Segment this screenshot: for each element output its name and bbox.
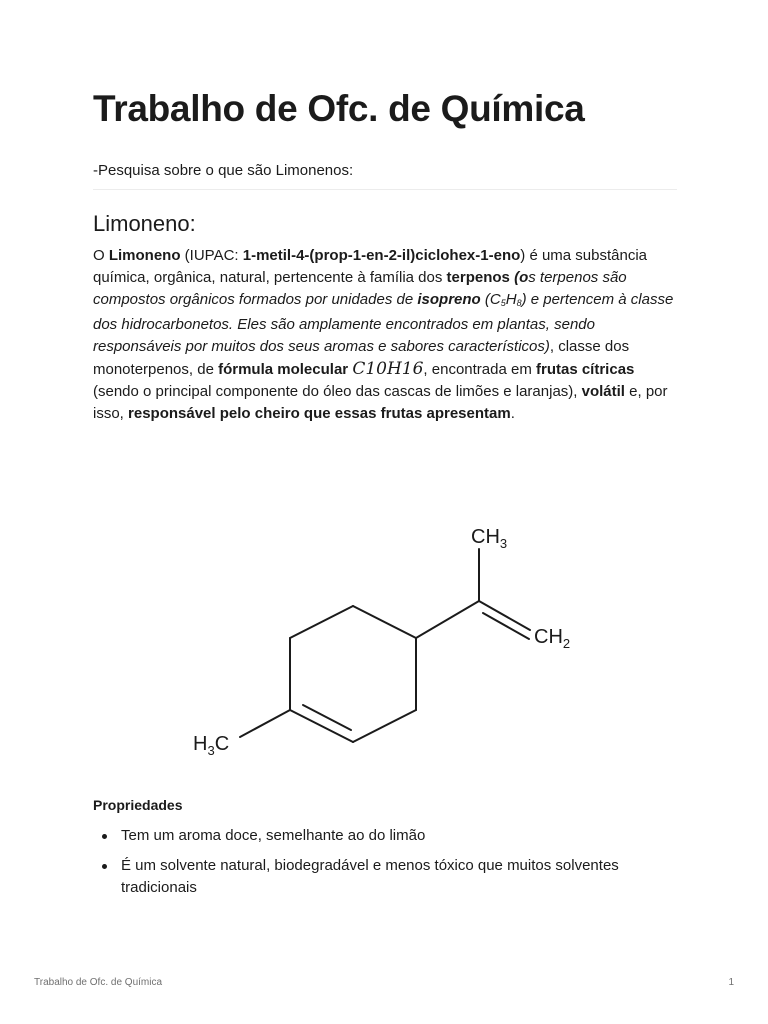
- iupac-name: 1-metil-4-(prop-1-en-2-il)ciclohex-1-eno: [242, 247, 521, 264]
- footer-title: Trabalho de Ofc. de Química: [34, 977, 163, 988]
- text-run: e, por isso,: [93, 383, 668, 422]
- list-item-text: Tem um aroma doce, semelhante ao do limão: [121, 827, 426, 844]
- page-title: Trabalho de Ofc. de Química: [93, 88, 585, 129]
- text-run: ) e pertencem à classe dos hidrocarbonetos. Eles são amplamente encontrados em plantas, sendo responsáveis por muitos dos seus aromas e sabores característicos): [93, 291, 674, 355]
- list-item: [93, 855, 677, 899]
- terpenos-term: terpenos: [446, 269, 510, 286]
- vinyl-double-bond-inner: [483, 613, 529, 639]
- bullet-icon: [102, 834, 107, 839]
- ring-bond: [353, 710, 416, 742]
- formula-label: fórmula molecular: [218, 361, 349, 378]
- vinyl-double-bond: [479, 601, 530, 630]
- properties-list: [93, 825, 677, 907]
- text-run: (C: [480, 291, 501, 308]
- text-run: ) é uma substância química, orgânica, natural, pertencente à família dos: [93, 247, 648, 286]
- ring-double-bond: [290, 710, 353, 742]
- text-run: (o: [514, 269, 529, 286]
- ring-double-bond-inner: [303, 705, 351, 730]
- structure-bonds: [240, 549, 530, 742]
- subscript: 5: [500, 298, 506, 308]
- text-run: H: [505, 291, 517, 308]
- text-run: , encontrada em: [423, 361, 536, 378]
- ch2-label: $CH_2$: [534, 626, 571, 651]
- text-run: .: [510, 405, 515, 422]
- bullet-icon: [102, 864, 107, 869]
- section-heading: Limoneno:: [93, 211, 196, 236]
- ch3-label: $CH_3$: [471, 526, 508, 551]
- properties-heading: Propriedades: [93, 797, 183, 813]
- list-item-text: É um solvente natural, biodegradável e menos tóxico que muitos solventes tradicionais: [121, 857, 619, 896]
- description-paragraph: [93, 245, 677, 425]
- text-run: O: [93, 247, 109, 264]
- text-run: , classe dos monoterpenos, de: [93, 338, 630, 378]
- subscript: 8: [516, 298, 522, 308]
- ring-bond: [290, 606, 353, 638]
- methyl-bond: [240, 710, 290, 737]
- molecular-formula: C10H16: [352, 359, 424, 379]
- text-run: (IUPAC:: [180, 247, 243, 264]
- ring-bond: [353, 606, 416, 638]
- h3c-label: $H_3C$: [193, 733, 230, 758]
- cheiro-phrase: responsável pelo cheiro que essas frutas apresentam: [128, 405, 511, 422]
- volatil-term: volátil: [581, 383, 625, 400]
- text-run: (sendo o principal componente do óleo das cascas de limões e laranjas),: [93, 383, 582, 400]
- page-number: 1: [728, 977, 734, 988]
- isopreno-term: isopreno: [417, 291, 481, 308]
- isopropenyl-bond: [416, 601, 479, 638]
- limoneno-term: Limoneno: [108, 247, 181, 264]
- page-subtitle: -Pesquisa sobre o que são Limonenos:: [93, 161, 677, 190]
- text-run: s terpenos são compostos orgânicos formados por unidades de: [93, 269, 627, 308]
- list-item: [93, 825, 677, 847]
- frutas-citricas-term: frutas cítricas: [536, 361, 635, 378]
